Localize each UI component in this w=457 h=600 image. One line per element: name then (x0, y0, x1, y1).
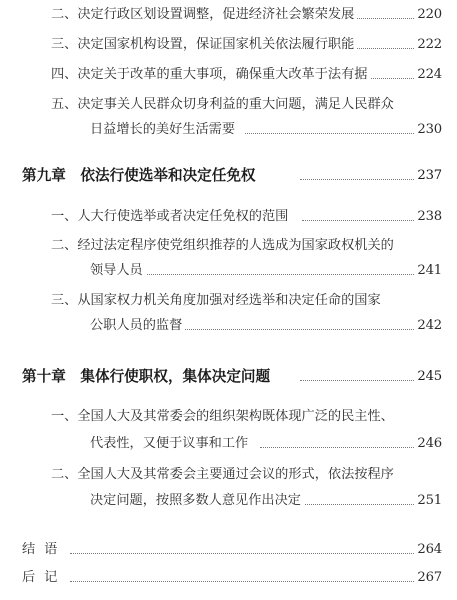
toc-entry-page: 264 (414, 539, 442, 561)
toc-entry-page: 222 (414, 34, 442, 56)
toc-entry (0, 290, 457, 312)
toc-entry-title: 日益增长的美好生活需要 (90, 119, 238, 141)
toc-entry (0, 206, 457, 228)
toc-entry (0, 64, 457, 86)
toc-entry-title: 二、全国人大及其常委会主要通过会议的形式，依法按程序 (51, 464, 397, 486)
toc-entry-title: 后记 (22, 567, 69, 589)
toc-entry-page: 246 (414, 433, 442, 455)
toc-entry-title: 结语 (22, 539, 69, 561)
toc-chapter (0, 165, 457, 187)
toc-entry-page: 267 (414, 567, 442, 589)
toc-entry-continuation (0, 260, 457, 282)
toc-entry-title: 一、全国人大及其常委会的组织架构既体现广泛的民主性、 (51, 406, 397, 428)
toc-entry-title: 决定问题，按照多数人意见作出决定 (90, 490, 304, 512)
toc-entry-page: 242 (414, 315, 442, 337)
toc-entry-title: 领导人员 (90, 260, 146, 282)
toc-entry-title: 二、经过法定程序使党组织推荐的人选成为国家政权机关的 (51, 235, 397, 257)
toc-entry-title: 一、人大行使选举或者决定任免权的范围 (51, 206, 291, 228)
toc-entry (0, 34, 457, 56)
toc-chapter-page: 245 (414, 366, 442, 388)
toc-chapter (0, 366, 457, 388)
toc-entry-page: 230 (414, 119, 442, 141)
toc-entry (0, 4, 457, 26)
toc-entry (0, 235, 457, 257)
toc-entry-continuation (0, 433, 457, 455)
toc-entry-title: 二、决定行政区划设置调整，促进经济社会繁荣发展 (51, 4, 357, 26)
toc-entry-afterword (0, 567, 457, 589)
toc-entry-conclusion (0, 539, 457, 561)
toc-entry-title: 四、决定关于改革的重大事项，确保重大改革于法有据 (51, 64, 371, 86)
toc-entry-continuation (0, 490, 457, 512)
toc-entry-title: 公职人员的监督 (90, 315, 185, 337)
toc-entry (0, 94, 457, 116)
toc-entry-page: 220 (414, 4, 442, 26)
toc-entry-title: 代表性，又便于议事和工作 (90, 433, 251, 455)
toc-chapter-title: 第九章 依法行使选举和决定任免权 (22, 165, 259, 187)
toc-entry-page: 241 (414, 260, 442, 282)
toc-entry-continuation (0, 315, 457, 337)
toc-entry-page: 251 (414, 490, 442, 512)
toc-entry (0, 406, 457, 428)
toc-entry-continuation (0, 119, 457, 141)
toc-chapter-title: 第十章 集体行使职权，集体决定问题 (22, 366, 273, 388)
toc-entry-title: 三、决定国家机构设置，保证国家机关依法履行职能 (51, 34, 357, 56)
toc-entry-page: 238 (414, 206, 442, 228)
toc-entry-title: 三、从国家权力机关角度加强对经选举和决定任命的国家 (51, 290, 384, 312)
toc-chapter-page: 237 (414, 165, 442, 187)
toc-entry-title: 五、决定事关人民群众切身利益的重大问题，满足人民群众 (51, 94, 397, 116)
toc-entry-page: 224 (414, 64, 442, 86)
toc-entry (0, 464, 457, 486)
